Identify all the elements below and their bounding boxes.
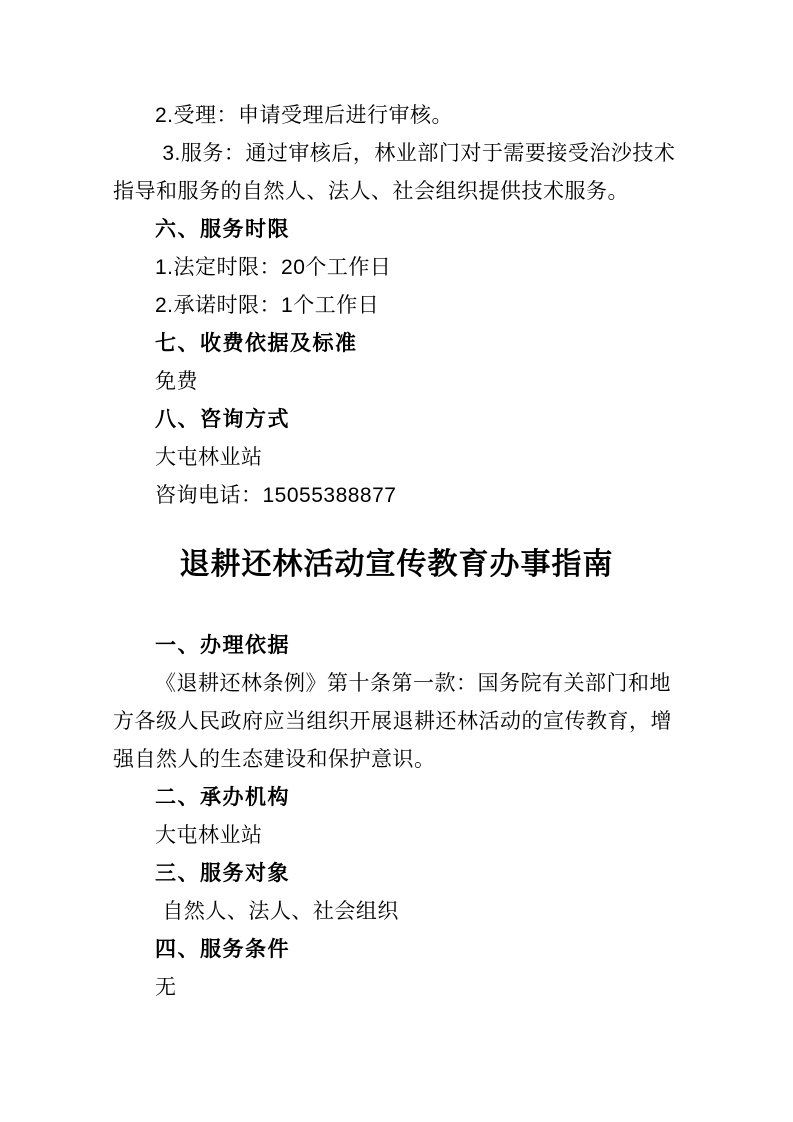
heading-service-target: 三、服务对象 — [155, 862, 290, 885]
paragraph-handling-basis — [113, 665, 680, 779]
paragraph-fee-free: 免费 — [155, 370, 198, 393]
paragraph-undertaking-agency: 大屯林业站 — [155, 824, 263, 847]
paragraph-handling-basis-line2: 方各级人民政府应当组织开展退耕还林活动的宣传教育，增 — [113, 710, 672, 733]
paragraph-handling-basis-line1: 《退耕还林条例》第十条第一款：国务院有关部门和地 — [155, 672, 671, 695]
heading-fee-basis-standard: 七、收费依据及标准 — [155, 332, 358, 355]
paragraph-legal-time-limit: 1.法定时限：20个工作日 — [155, 256, 392, 279]
paragraph-service-step — [113, 135, 680, 211]
paragraph-promised-time-limit: 2.承诺时限：1个工作日 — [155, 294, 380, 317]
paragraph-service-step-line2: 指导和服务的自然人、法人、社会组织提供技术服务。 — [113, 180, 629, 203]
heading-undertaking-agency: 二、承办机构 — [155, 786, 290, 809]
paragraph-consultation-phone: 咨询电话：15055388877 — [155, 484, 397, 507]
paragraph-service-step-line1: 3.服务：通过审核后，林业部门对于需要接受治沙技术 — [162, 142, 676, 165]
heading-consultation-method: 八、咨询方式 — [155, 408, 290, 431]
paragraph-consultation-org: 大屯林业站 — [155, 446, 263, 469]
paragraph-service-target: 自然人、法人、社会组织 — [162, 900, 399, 923]
heading-handling-basis: 一、办理依据 — [155, 634, 290, 657]
document-title: 退耕还林活动宣传教育办事指南 — [179, 548, 614, 581]
heading-service-time-limit: 六、服务时限 — [155, 218, 290, 241]
paragraph-handling-basis-line3: 强自然人的生态建设和保护意识。 — [113, 748, 436, 771]
paragraph-service-condition: 无 — [155, 976, 177, 999]
heading-service-condition: 四、服务条件 — [155, 938, 290, 961]
paragraph-accept-step: 2.受理：申请受理后进行审核。 — [155, 104, 454, 127]
